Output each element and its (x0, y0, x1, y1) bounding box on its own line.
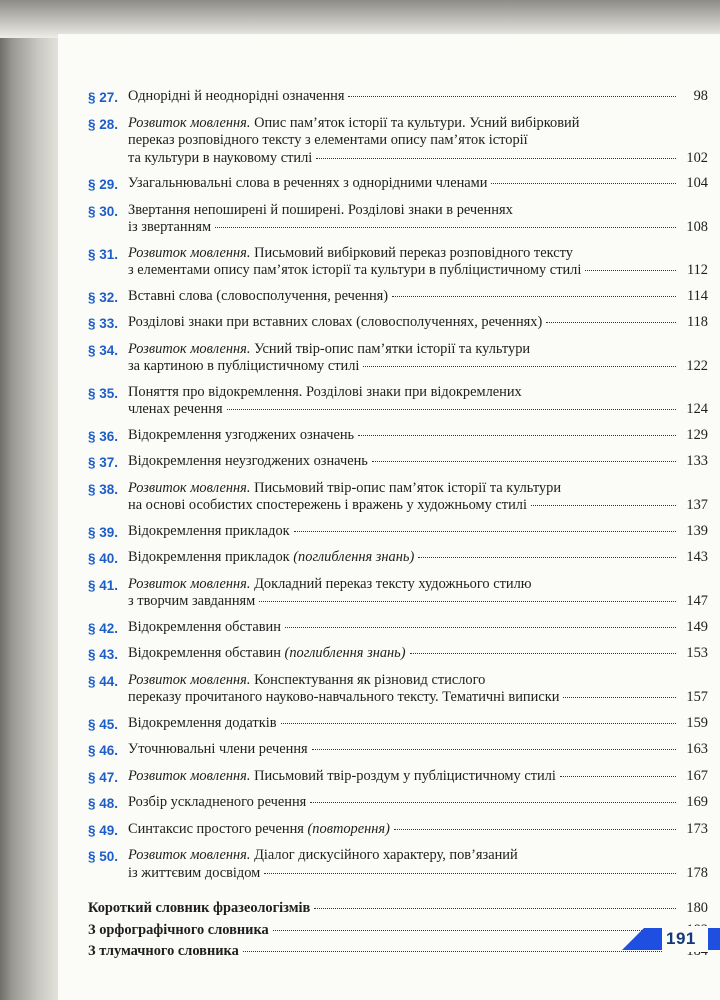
speech-development-label: Розвиток мовлення. (128, 114, 251, 131)
dot-leader (358, 435, 676, 436)
section-number: § 35. (88, 385, 119, 401)
entry-text (128, 794, 708, 813)
entry-line (128, 794, 708, 812)
entry-title-line: Узагальнювальні слова в реченнях з однорідними членами (128, 175, 488, 191)
dot-leader (531, 505, 676, 506)
page-ref: 159 (686, 714, 708, 731)
entry-line (128, 865, 708, 883)
entry-line (128, 245, 708, 263)
page-ref: 104 (686, 175, 708, 191)
entry-text (128, 847, 708, 882)
dot-leader (281, 723, 677, 724)
speech-development-label: Розвиток мовлення. (128, 847, 251, 863)
toc-entry[interactable] (88, 384, 708, 419)
toc-entry[interactable] (88, 768, 708, 787)
entry-text (128, 175, 708, 194)
page-ref: 133 (686, 453, 708, 469)
section-number: § 34. (88, 342, 119, 358)
toc-entry[interactable] (88, 314, 708, 333)
section-number: § 30. (88, 203, 119, 219)
toc-entry[interactable] (88, 341, 708, 376)
page-ref: 139 (686, 522, 708, 539)
entry-text (128, 672, 708, 707)
entry-title-line: Відокремлення прикладок (128, 549, 290, 565)
entry-title-line: Відокремлення обставин (128, 618, 281, 635)
page-ref: 147 (686, 593, 708, 609)
entry-title-line: Відокремлення неузгоджених означень (128, 453, 368, 469)
dot-leader (215, 227, 676, 228)
section-number: § 32. (88, 289, 119, 305)
entry-line (128, 768, 708, 786)
entry-line (128, 715, 708, 733)
entry-line (128, 821, 708, 839)
entry-line (128, 288, 708, 306)
section-number: § 46. (88, 743, 119, 758)
page-ref: 173 (686, 820, 708, 837)
entry-line (88, 900, 708, 918)
section-number: § 39. (88, 524, 119, 540)
entry-line (128, 453, 708, 471)
entry-title-line: з творчим завданням (128, 593, 256, 609)
toc-entry[interactable] (88, 715, 708, 734)
entry-title-line: Відокремлення обставин (128, 645, 281, 661)
section-number: § 44. (88, 673, 119, 689)
section-number: § 42. (88, 620, 119, 636)
entry-title-line: переказу прочитаного науково-навчального тексту. Тематичні виписки (128, 689, 560, 705)
entry-line (128, 314, 708, 332)
toc-entry[interactable] (88, 288, 708, 307)
speech-development-label: Розвиток мовлення. (128, 767, 251, 784)
entry-line (128, 672, 708, 690)
toc-entry[interactable] (88, 480, 708, 515)
entry-text (128, 115, 708, 168)
entry-line (128, 480, 708, 498)
section-number: § 28. (88, 116, 119, 132)
page-ref: 167 (686, 767, 708, 784)
entry-text (128, 88, 708, 107)
entry-title-line: членах речення (128, 401, 223, 417)
entry-title-line: Уточнювальні члени речення (128, 741, 308, 757)
dot-leader (259, 601, 676, 602)
page-ref: 143 (686, 549, 708, 565)
entry-line (128, 593, 708, 611)
entry-note: (поглиблення знань) (284, 645, 406, 661)
section-number: § 31. (88, 246, 119, 262)
section-number: § 29. (88, 177, 119, 192)
entry-line (128, 88, 708, 106)
section-number: § 49. (88, 822, 119, 838)
dot-leader (418, 557, 676, 558)
entry-title-line: Відокремлення узгоджених означень (128, 426, 355, 443)
dot-leader (560, 776, 676, 777)
section-number: § 27. (88, 90, 119, 105)
dot-leader (372, 461, 676, 462)
page-ref: 98 (693, 88, 708, 104)
entry-line (128, 497, 708, 515)
speech-development-label: Розвиток мовлення. (128, 671, 251, 688)
entry-title-line: із звертанням (128, 219, 212, 235)
page-ref: 122 (686, 358, 708, 374)
appendix-entry[interactable] (88, 900, 708, 918)
dot-leader (227, 409, 676, 410)
entry-line (88, 922, 708, 940)
toc-entry[interactable] (88, 523, 708, 542)
toc-entry[interactable] (88, 645, 708, 664)
toc-entry[interactable] (88, 202, 708, 237)
entry-line (128, 689, 708, 707)
toc-entry[interactable] (88, 427, 708, 446)
entry-line (128, 175, 708, 193)
entry-text (128, 549, 708, 568)
entry-line (128, 358, 708, 376)
entry-text (128, 384, 708, 419)
dot-leader (312, 749, 676, 750)
entry-text (128, 715, 708, 734)
entry-line (128, 384, 708, 402)
toc-entry[interactable] (88, 549, 708, 568)
toc-entry[interactable] (88, 576, 708, 611)
speech-development-label: Розвиток мовлення. (128, 479, 251, 496)
entry-title-line: Поняття про відокремлення. Розділові знаки при відокремлених (128, 383, 522, 400)
entry-title-line: переказ розповідного тексту з елементами опису пам’яток історії (128, 132, 528, 148)
entry-title-line: Вставні слова (словосполучення, речення) (128, 287, 389, 304)
entry-line (88, 943, 708, 961)
entry-title-line: Однорідні й неоднорідні означення (128, 88, 345, 104)
toc-entry[interactable] (88, 619, 708, 638)
entry-text (128, 619, 708, 638)
entry-line (128, 115, 708, 133)
dot-leader (585, 270, 676, 271)
dot-leader (294, 531, 676, 532)
entry-text (128, 202, 708, 237)
dot-leader (285, 627, 676, 628)
dot-leader (310, 802, 676, 803)
entry-title-line: та культури в науковому стилі (128, 149, 313, 166)
dot-leader (491, 183, 676, 184)
entry-line (128, 619, 708, 637)
entry-text (128, 741, 708, 760)
entry-text (128, 523, 708, 542)
entry-text (128, 480, 708, 515)
toc-entry[interactable] (88, 821, 708, 840)
section-number: § 37. (88, 455, 119, 470)
toc-entry[interactable] (88, 794, 708, 813)
section-number: § 36. (88, 428, 119, 444)
entry-note: (поглиблення знань) (293, 549, 415, 565)
page-ref: 129 (686, 426, 708, 443)
section-number: § 41. (88, 577, 119, 593)
dot-leader (563, 697, 676, 698)
entry-title-line: Розбір ускладненого речення (128, 794, 307, 810)
toc-entry[interactable] (88, 245, 708, 280)
entry-line (128, 341, 708, 359)
page-ref: 153 (686, 645, 708, 661)
toc-entry[interactable] (88, 453, 708, 472)
page-ref: 169 (686, 794, 708, 810)
entry-note: (повторення) (307, 820, 390, 837)
entry-text (128, 245, 708, 280)
appendix-entry[interactable] (88, 943, 708, 961)
entry-title-line: за картиною в публіцистичному стилі (128, 358, 360, 374)
speech-development-label: Розвиток мовлення. (128, 340, 251, 357)
section-number: § 50. (88, 849, 119, 864)
entry-title-line: Письмовий вибірковий переказ розповідного тексту (254, 244, 573, 261)
appendix-title: Короткий словник фразеологізмів (88, 900, 311, 916)
entry-title-line: Письмовий твір-опис пам’яток історії та культури (254, 479, 562, 496)
toc-entry[interactable] (88, 175, 708, 194)
page-ref: 124 (686, 401, 708, 417)
dot-leader (392, 296, 676, 297)
page-top-shadow (0, 0, 720, 38)
toc-entry[interactable] (88, 88, 708, 107)
entry-line (128, 645, 708, 663)
entry-text (128, 821, 708, 840)
dot-leader (363, 366, 676, 367)
entry-title-line: Звертання непоширені й поширені. Розділові знаки в реченнях (128, 201, 513, 218)
dot-leader (410, 653, 676, 654)
entry-line (128, 132, 708, 150)
page-ref: 157 (686, 689, 708, 705)
page-ref: 163 (686, 741, 708, 757)
entry-title-line: на основі особистих спостережень і вражень у художньому стилі (128, 497, 527, 513)
page-ref: 180 (686, 900, 708, 916)
page-ref: 112 (686, 262, 708, 278)
entry-text (128, 645, 708, 664)
entry-line (128, 401, 708, 419)
entry-title-line: Докладний переказ тексту художнього стилю (254, 575, 532, 592)
entry-title-line: з елементами опису пам’яток історії та культури в публіцистичному стилі (128, 262, 582, 278)
speech-development-label: Розвиток мовлення. (128, 575, 251, 592)
entry-line (128, 549, 708, 567)
entry-title-line: Синтаксис простого речення (128, 820, 304, 837)
dot-leader (314, 908, 676, 909)
section-number: § 40. (88, 551, 119, 566)
toc-entry[interactable] (88, 115, 708, 168)
toc-entry[interactable] (88, 672, 708, 707)
entry-text (128, 288, 708, 307)
dot-leader (264, 873, 676, 874)
toc-entry[interactable] (88, 741, 708, 760)
appendix-title: З тлумачного словника (88, 943, 239, 959)
dot-leader (546, 322, 676, 323)
entry-text (128, 341, 708, 376)
page-ref: 137 (686, 497, 708, 513)
entry-line (128, 262, 708, 280)
dot-leader (273, 930, 676, 931)
section-number: § 38. (88, 481, 119, 497)
page-ref: 102 (686, 149, 708, 166)
entry-title-line: Відокремлення додатків (128, 714, 277, 731)
entry-line (128, 219, 708, 237)
section-number: § 43. (88, 647, 119, 662)
toc-entry[interactable] (88, 847, 708, 882)
entry-line (128, 847, 708, 865)
entry-title-line: Розділові знаки при вставних словах (словосполученнях, реченнях) (128, 314, 543, 330)
entry-line (128, 741, 708, 759)
page-number: 191 (666, 929, 696, 948)
entry-title-line: із життєвим досвідом (128, 864, 261, 881)
entry-title-line: Конспектування як різновид стислого (254, 671, 486, 688)
entry-line (128, 427, 708, 445)
speech-development-label: Розвиток мовлення. (128, 244, 251, 261)
entry-text (128, 314, 708, 333)
entry-text (128, 576, 708, 611)
dot-leader (394, 829, 676, 830)
dot-leader (348, 96, 676, 97)
section-number: § 45. (88, 716, 119, 732)
entry-text (128, 453, 708, 472)
entry-title-line: Відокремлення прикладок (128, 522, 290, 539)
page-ref: 178 (686, 864, 708, 881)
entry-title-line: Діалог дискусійного характеру, пов’язаний (254, 847, 518, 863)
entry-line (128, 150, 708, 168)
entry-text (128, 768, 708, 787)
entry-text (128, 427, 708, 446)
appendix-title: З орфографічного словника (88, 921, 269, 938)
entry-line (128, 576, 708, 594)
section-number: § 47. (88, 769, 119, 785)
dot-leader (316, 158, 676, 159)
page-ref: 149 (686, 618, 708, 635)
table-of-contents (88, 88, 708, 965)
section-number: § 33. (88, 316, 119, 331)
section-number: § 48. (88, 796, 119, 811)
entry-title-line: Письмовий твір-роздум у публіцистичному стилі (254, 767, 556, 784)
entry-line (128, 523, 708, 541)
appendix-entry[interactable] (88, 922, 708, 940)
entry-title-line: Опис пам’яток історії та культури. Усний вибірковий (254, 114, 580, 131)
dot-leader (243, 951, 676, 952)
entry-line (128, 202, 708, 220)
page-ref: 108 (686, 219, 708, 235)
entry-title-line: Усний твір-опис пам’ятки історії та культури (254, 340, 531, 357)
page-ref: 118 (686, 314, 708, 330)
page-ref: 114 (686, 287, 708, 304)
